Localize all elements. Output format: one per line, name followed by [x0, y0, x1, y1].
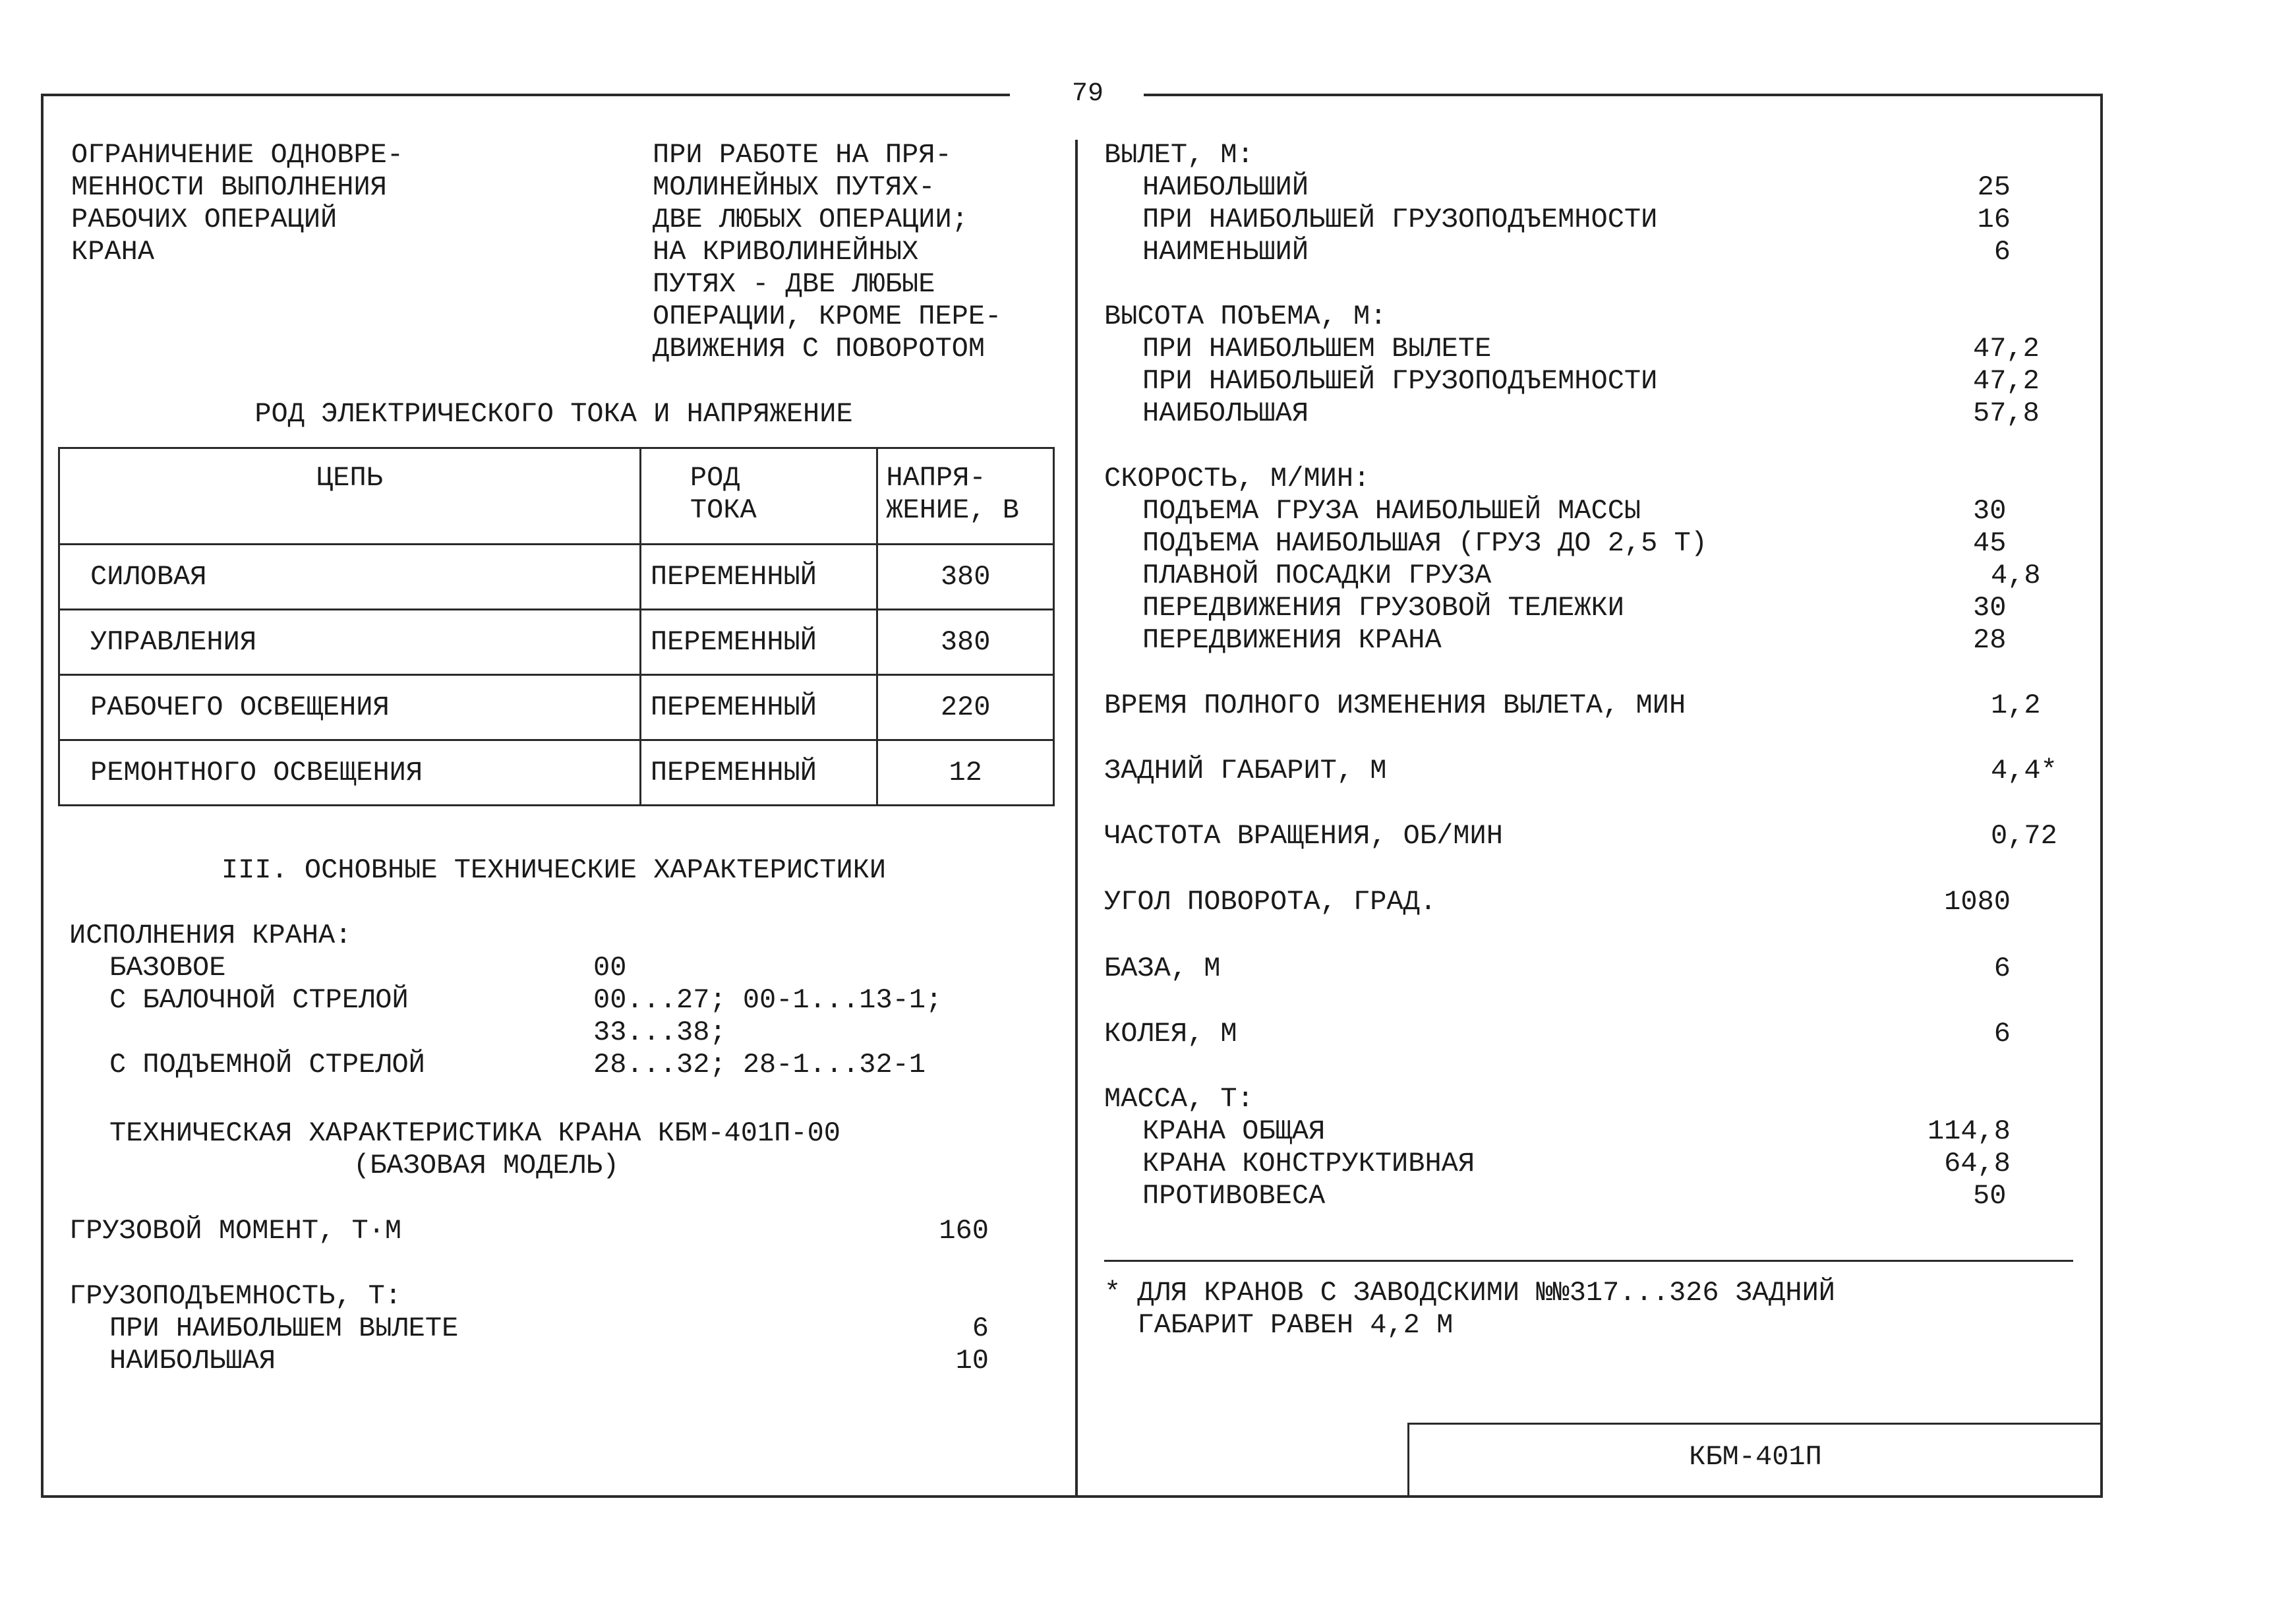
mass-value: 114,8	[1927, 1115, 2011, 1147]
slew-angle-value: 1080	[1944, 886, 2011, 918]
cell-voltage: 12	[877, 740, 1054, 806]
height-value: 47,2	[1973, 365, 2040, 397]
gauge-label: КОЛЕЯ, М	[1104, 1018, 1237, 1050]
version-value: 28...32; 28-1...32-1	[593, 1049, 926, 1081]
capacity-value: 6	[972, 1313, 989, 1344]
capacity-heading: ГРУЗОПОДЪЕМНОСТЬ, Т:	[69, 1280, 402, 1312]
table-row	[59, 610, 1054, 675]
restriction-text-line-4: НА КРИВОЛИНЕЙНЫХ	[653, 236, 919, 268]
rotation-speed-value: 0,72	[1991, 820, 2057, 852]
cell-circuit: РЕМОНТНОГО ОСВЕЩЕНИЯ	[59, 740, 641, 806]
reach-change-time-label: ВРЕМЯ ПОЛНОГО ИЗМЕНЕНИЯ ВЫЛЕТА, МИН	[1104, 690, 1686, 721]
load-moment-label: ГРУЗОВОЙ МОМЕНТ, Т·М	[69, 1215, 402, 1247]
restriction-text-line-2: МОЛИНЕЙНЫХ ПУТЯХ-	[653, 171, 935, 203]
restriction-title-line-1: ОГРАНИЧЕНИЕ ОДНОВРЕ-	[71, 139, 404, 171]
restriction-text-line-7: ДВИЖЕНИЯ С ПОВОРОТОМ	[653, 333, 986, 365]
base-label: БАЗА, М	[1104, 953, 1221, 984]
speed-value: 4,8	[1991, 560, 2041, 591]
mass-label: КРАНА ОБЩАЯ	[1142, 1115, 1326, 1147]
version-value: 00	[593, 952, 627, 984]
speed-value: 30	[1973, 592, 2007, 624]
cell-circuit: СИЛОВАЯ	[59, 545, 641, 610]
capacity-label: ПРИ НАИБОЛЬШЕМ ВЫЛЕТЕ	[109, 1313, 459, 1344]
speed-label: ПОДЪЕМА ГРУЗА НАИБОЛЬШЕЙ МАССЫ	[1142, 495, 1641, 527]
restriction-text-line-6: ОПЕРАЦИИ, КРОМЕ ПЕРЕ-	[653, 301, 1002, 332]
gauge-value: 6	[1993, 1018, 2011, 1050]
cell-voltage: 380	[877, 545, 1054, 610]
frame-right	[2100, 94, 2103, 1498]
versions-heading: ИСПОЛНЕНИЯ КРАНА:	[69, 920, 352, 951]
frame-left	[41, 94, 44, 1498]
cell-voltage: 380	[877, 610, 1054, 675]
speed-label: ПЛАВНОЙ ПОСАДКИ ГРУЗА	[1142, 560, 1492, 591]
height-heading: ВЫСОТА ПОЪЕМА, М:	[1104, 301, 1387, 332]
cell-current-type: ПЕРЕМЕННЫЙ	[640, 545, 877, 610]
version-value: 00...27; 00-1...13-1;	[593, 984, 943, 1016]
reach-value: 25	[1977, 171, 2011, 203]
version-label: БАЗОВОЕ	[109, 952, 226, 984]
table-row	[59, 675, 1054, 740]
speed-label: ПЕРЕДВИЖЕНИЯ КРАНА	[1142, 624, 1442, 656]
reach-label: НАИБОЛЬШИЙ	[1142, 171, 1309, 203]
column-divider	[1075, 140, 1078, 1498]
base-value: 6	[1993, 953, 2011, 984]
restriction-title-line-2: МЕННОСТИ ВЫПОЛНЕНИЯ	[71, 171, 387, 203]
speed-value: 45	[1973, 527, 2007, 559]
header-current-type: РОД ТОКА	[640, 448, 877, 545]
stamp-label: КБМ-401П	[1689, 1441, 1822, 1473]
height-value: 47,2	[1973, 333, 2040, 365]
capacity-label: НАИБОЛЬШАЯ	[109, 1345, 276, 1377]
table-row	[59, 740, 1054, 806]
version-value: 33...38;	[593, 1017, 726, 1048]
rear-clearance-value: 4,4*	[1991, 755, 2057, 786]
slew-angle-label: УГОЛ ПОВОРОТА, ГРАД.	[1104, 886, 1437, 918]
height-value: 57,8	[1973, 398, 2040, 429]
speed-label: ПОДЪЕМА НАИБОЛЬШАЯ (ГРУЗ ДО 2,5 Т)	[1142, 527, 1707, 559]
mass-label: КРАНА КОНСТРУКТИВНАЯ	[1142, 1148, 1475, 1179]
stamp-box-top	[1407, 1423, 2103, 1425]
header-voltage: НАПРЯ- ЖЕНИЕ, В	[877, 448, 1054, 545]
model-title-line-1: ТЕХНИЧЕСКАЯ ХАРАКТЕРИСТИКА КРАНА КБМ-401П-00	[109, 1117, 840, 1149]
header-circuit: ЦЕПЬ	[59, 448, 641, 545]
capacity-value: 10	[955, 1345, 989, 1377]
reach-value: 16	[1977, 204, 2011, 235]
footnote-line-1: * ДЛЯ КРАНОВ С ЗАВОДСКИМИ №№317...326 ЗАДНИЙ	[1104, 1277, 1835, 1309]
mass-value: 50	[1973, 1180, 2007, 1212]
restriction-text-line-5: ПУТЯХ - ДВЕ ЛЮБЫЕ	[653, 268, 935, 300]
mass-value: 64,8	[1944, 1148, 2011, 1179]
table-row	[59, 545, 1054, 610]
rotation-speed-label: ЧАСТОТА ВРАЩЕНИЯ, ОБ/МИН	[1104, 820, 1503, 852]
reach-label: ПРИ НАИБОЛЬШЕЙ ГРУЗОПОДЪЕМНОСТИ	[1142, 204, 1658, 235]
frame-top-right	[1144, 94, 2103, 96]
speed-heading: СКОРОСТЬ, М/МИН:	[1104, 463, 1370, 494]
height-label: ПРИ НАИБОЛЬШЕЙ ГРУЗОПОДЪЕМНОСТИ	[1142, 365, 1658, 397]
reach-heading: ВЫЛЕТ, М:	[1104, 139, 1254, 171]
mass-heading: МАССА, Т:	[1104, 1083, 1254, 1115]
cell-circuit: РАБОЧЕГО ОСВЕЩЕНИЯ	[59, 675, 641, 740]
section-3-title: III. ОСНОВНЫЕ ТЕХНИЧЕСКИЕ ХАРАКТЕРИСТИКИ	[221, 854, 887, 886]
speed-label: ПЕРЕДВИЖЕНИЯ ГРУЗОВОЙ ТЕЛЕЖКИ	[1142, 592, 1624, 624]
version-label: С ПОДЪЕМНОЙ СТРЕЛОЙ	[109, 1049, 425, 1081]
mass-label: ПРОТИВОВЕСА	[1142, 1180, 1326, 1212]
restriction-title-line-4: КРАНА	[71, 236, 155, 268]
frame-top-left	[41, 94, 1010, 96]
height-label: ПРИ НАИБОЛЬШЕМ ВЫЛЕТЕ	[1142, 333, 1492, 365]
restriction-text-line-3: ДВЕ ЛЮБЫХ ОПЕРАЦИИ;	[653, 204, 968, 235]
cell-current-type: ПЕРЕМЕННЫЙ	[640, 740, 877, 806]
restriction-title-line-3: РАБОЧИХ ОПЕРАЦИЙ	[71, 204, 338, 235]
cell-voltage: 220	[877, 675, 1054, 740]
page-number: 79	[1071, 79, 1104, 109]
footnote-rule	[1104, 1260, 2073, 1262]
reach-label: НАИМЕНЬШИЙ	[1142, 236, 1309, 268]
footnote-line-2: ГАБАРИТ РАВЕН 4,2 М	[1104, 1309, 1454, 1341]
cell-current-type: ПЕРЕМЕННЫЙ	[640, 610, 877, 675]
height-label: НАИБОЛЬШАЯ	[1142, 398, 1309, 429]
rear-clearance-label: ЗАДНИЙ ГАБАРИТ, М	[1104, 755, 1387, 786]
reach-change-time-value: 1,2	[1991, 690, 2041, 721]
current-table	[58, 447, 1055, 806]
current-table-title: РОД ЭЛЕКТРИЧЕСКОГО ТОКА И НАПРЯЖЕНИЕ	[254, 398, 853, 430]
speed-value: 28	[1973, 624, 2007, 656]
load-moment-value: 160	[939, 1215, 989, 1247]
cell-current-type: ПЕРЕМЕННЫЙ	[640, 675, 877, 740]
restriction-text-line-1: ПРИ РАБОТЕ НА ПРЯ-	[653, 139, 952, 171]
frame-bottom	[41, 1495, 2103, 1498]
reach-value: 6	[1993, 236, 2011, 268]
table-header-row	[59, 448, 1054, 545]
model-title-line-2: (БАЗОВАЯ МОДЕЛЬ)	[353, 1150, 620, 1181]
speed-value: 30	[1973, 495, 2007, 527]
cell-circuit: УПРАВЛЕНИЯ	[59, 610, 641, 675]
version-label: С БАЛОЧНОЙ СТРЕЛОЙ	[109, 984, 409, 1016]
